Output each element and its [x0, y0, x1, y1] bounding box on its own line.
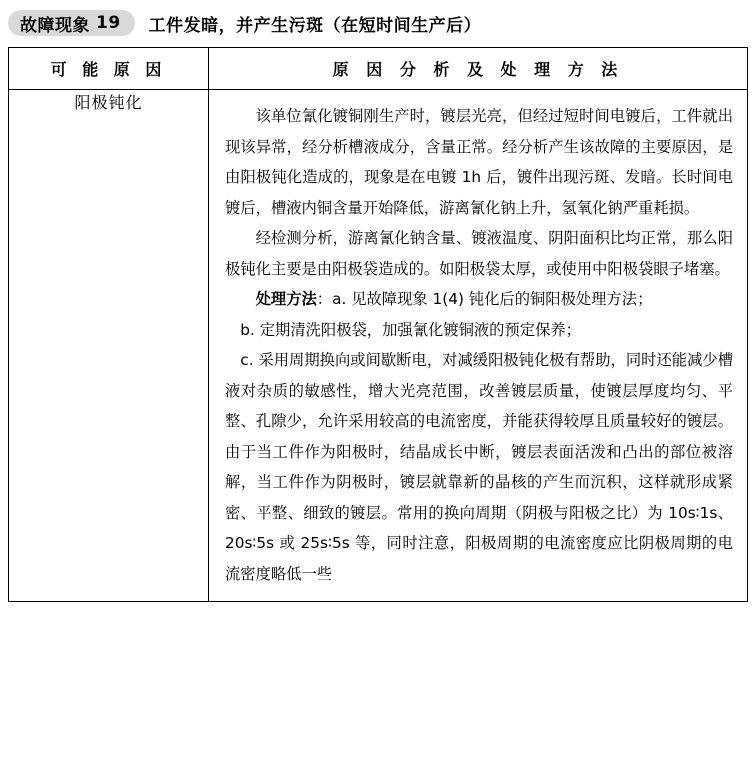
cell-analysis: [209, 90, 748, 602]
fault-analysis-table: [8, 47, 748, 602]
paragraph-2: 经检测分析，游离氰化钠含量、镀液温度、阴阳面积比均正常，那么阳极钝化主要是由阳极袋造成的。如阳极袋太厚，或使用中阳极袋眼子堵塞。: [225, 229, 733, 278]
fault-phenomenon-badge: [8, 10, 135, 36]
badge-number: 19: [96, 13, 121, 33]
section-title: 工件发暗，并产生污斑（在短时间生产后）: [148, 15, 482, 36]
cell-cause: 阳极钝化: [9, 90, 209, 602]
header-cell-analysis: 原 因 分 析 及 处 理 方 法: [209, 48, 748, 90]
paragraph-3: 处理方法：a. 见故障现象 1(4) 钝化后的铜阳极处理方法；: [255, 290, 653, 308]
paragraph-1: 该单位氰化镀铜刚生产时，镀层光亮，但经过短时间电镀后，工件就出现该异常，经分析槽液成分，含量正常。经分析产生该故障的主要原因，是由阳极钝化造成的，现象是在电镀 1h 后，镀件出现污斑、发暗。长时间电镀后，槽液内铜含量开始降低，游离氰化钠上升，氢氧化钠严重耗损。: [225, 107, 733, 217]
table-header-row: [9, 48, 748, 90]
paragraph-5: c. 采用周期换向或间歇断电，对减缓阳极钝化极有帮助，同时还能减少槽液对杂质的敏感性，增大光亮范围，改善镀层质量，使镀层厚度均匀、平整、孔隙少，允许采用较高的电流密度，并能获得较厚且质量较好的镀层。由于当工件作为阳极时，结晶成长中断，镀层表面活泼和凸出的部位被溶解，当工件作为阴极时，镀层就靠新的晶核的产生而沉积，这样就形成紧密、平整、细致的镀层。常用的换向周期（阴极与阳极之比）为 10s∶1s、20s∶5s 或 25s∶5s 等，同时注意，阳极周期的电流密度应比阴极周期的电流密度略低一些: [225, 351, 733, 583]
badge-label: 故障现象: [20, 15, 90, 36]
header-cell-cause: 可 能 原 因: [9, 48, 209, 90]
treatment-method-label: 处理方法: [255, 290, 317, 308]
paragraph-4: b. 定期清洗阳极袋，加强氰化镀铜液的预定保养；: [240, 320, 581, 339]
table-row: [9, 90, 748, 602]
section-header: [8, 8, 747, 38]
